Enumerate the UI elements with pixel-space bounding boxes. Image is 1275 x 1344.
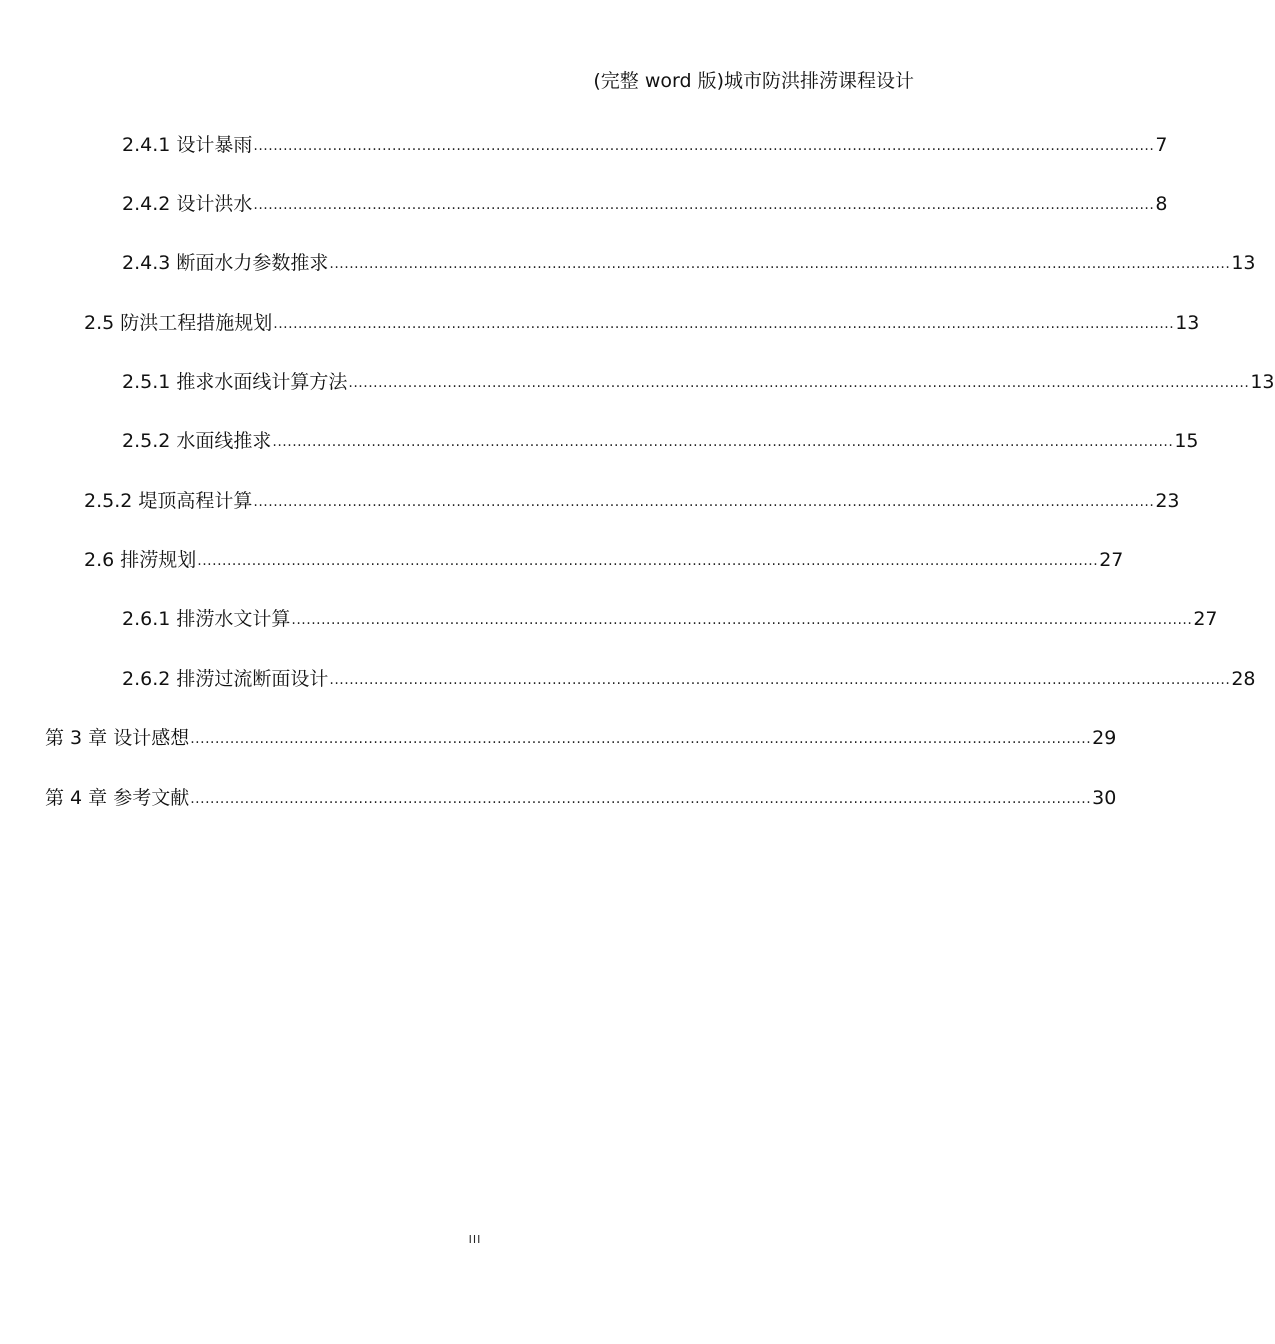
toc-entry-page: 13 <box>1231 252 1256 274</box>
toc-dot-leader: ...................................................................................................................................................................................... <box>253 197 1155 213</box>
toc-entry[interactable] <box>122 369 1275 395</box>
toc-entry-page: 28 <box>1231 668 1256 690</box>
toc-entry-title: 2.6 排涝规划 <box>84 549 197 571</box>
toc-entry[interactable] <box>45 725 1117 751</box>
toc-entry-title: 2.6.1 排涝水文计算 <box>122 608 291 630</box>
toc-entry-page: 30 <box>1092 787 1117 809</box>
toc-entry[interactable] <box>84 547 1124 573</box>
toc-dot-leader: ...................................................................................................................................................................................... <box>197 553 1099 569</box>
page-header: (完整 word 版)城市防洪排涝课程设计 <box>593 70 914 92</box>
toc-entry-title: 2.4.1 设计暴雨 <box>122 134 253 156</box>
toc-entry[interactable] <box>122 666 1256 692</box>
toc-entry-page: 27 <box>1099 549 1124 571</box>
toc-entry-page: 8 <box>1155 193 1168 215</box>
toc-entry-title: 2.5 防洪工程措施规划 <box>84 312 273 334</box>
toc-entry-title: 2.5.2 水面线推求 <box>122 430 272 452</box>
toc-entry[interactable] <box>122 250 1256 276</box>
toc-entry-title: 2.4.2 设计洪水 <box>122 193 253 215</box>
toc-dot-leader: ...................................................................................................................................................................................... <box>291 612 1193 628</box>
toc-entry-page: 27 <box>1193 608 1218 630</box>
toc-entry-page: 23 <box>1155 490 1180 512</box>
toc-entry-title: 2.4.3 断面水力参数推求 <box>122 252 329 274</box>
toc-dot-leader: ...................................................................................................................................................................................... <box>329 672 1231 688</box>
toc-entry-title: 2.5.1 推求水面线计算方法 <box>122 371 348 393</box>
page-number: III <box>468 1233 482 1246</box>
toc-dot-leader: ...................................................................................................................................................................................... <box>272 434 1174 450</box>
toc-entry-title: 第 4 章 参考文献 <box>45 787 190 809</box>
toc-entry[interactable] <box>122 428 1199 454</box>
toc-dot-leader: ...................................................................................................................................................................................... <box>329 256 1231 272</box>
toc-dot-leader: ...................................................................................................................................................................................... <box>190 791 1092 807</box>
toc-dot-leader: ...................................................................................................................................................................................... <box>253 138 1155 154</box>
toc-entry-page: 15 <box>1174 430 1199 452</box>
toc-entry-title: 2.5.2 堤顶高程计算 <box>84 490 253 512</box>
toc-entry-title: 第 3 章 设计感想 <box>45 727 190 749</box>
toc-entry-page: 29 <box>1092 727 1117 749</box>
toc-dot-leader: ...................................................................................................................................................................................... <box>273 316 1175 332</box>
toc-dot-leader: ...................................................................................................................................................................................... <box>348 375 1250 391</box>
toc-dot-leader: ...................................................................................................................................................................................... <box>190 731 1092 747</box>
toc-dot-leader: ...................................................................................................................................................................................... <box>253 494 1155 510</box>
toc-entry-page: 7 <box>1155 134 1168 156</box>
toc-entry[interactable] <box>122 191 1168 217</box>
toc-entry-title: 2.6.2 排涝过流断面设计 <box>122 668 329 690</box>
toc-entry[interactable] <box>84 488 1180 514</box>
toc-entry-page: 13 <box>1250 371 1275 393</box>
toc-entry-page: 13 <box>1175 312 1200 334</box>
toc-entry[interactable] <box>45 785 1117 811</box>
toc-entry[interactable] <box>122 132 1168 158</box>
toc-entry[interactable] <box>122 606 1218 632</box>
toc-entry[interactable] <box>84 310 1200 336</box>
